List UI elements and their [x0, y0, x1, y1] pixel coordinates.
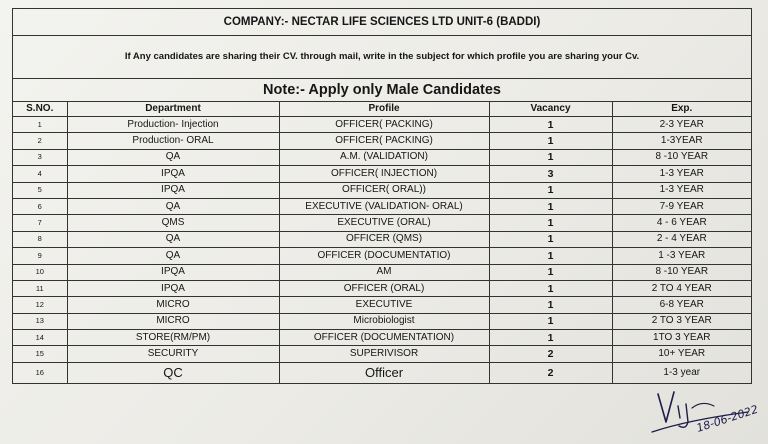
cell-vacancy: 1 [489, 133, 612, 149]
cell-sno: 9 [13, 248, 67, 264]
cell-exp: 2 TO 4 YEAR [612, 280, 751, 296]
cell-exp: 1-3 YEAR [612, 182, 751, 198]
cell-exp: 10+ YEAR [612, 346, 751, 362]
cell-department: MICRO [67, 297, 279, 313]
cell-vacancy: 1 [489, 313, 612, 329]
table-row [13, 346, 751, 362]
handwritten-signature [648, 382, 763, 437]
cell-exp: 1-3YEAR [612, 133, 751, 149]
cell-department: STORE(RM/PM) [67, 330, 279, 346]
table-row [13, 297, 751, 313]
cell-department: IPQA [67, 280, 279, 296]
signature-date: 18-06-2022 [694, 402, 760, 435]
cell-vacancy: 1 [489, 215, 612, 231]
cell-department: QA [67, 248, 279, 264]
cell-vacancy: 1 [489, 149, 612, 165]
cell-exp: 2 - 4 YEAR [612, 231, 751, 247]
cell-sno: 16 [13, 362, 67, 383]
table-row [13, 313, 751, 329]
table-row [13, 182, 751, 198]
note-heading: Note:- Apply only Male Candidates [13, 79, 751, 102]
table-row [13, 280, 751, 296]
cv-instruction: If Any candidates are sharing their CV. through mail, write in the subject for which profile you are sharing your Cv. [13, 36, 751, 79]
table-row [13, 149, 751, 165]
cell-department: Production- ORAL [67, 133, 279, 149]
table-row [13, 215, 751, 231]
cell-vacancy: 3 [489, 166, 612, 182]
cell-profile: OFFICER (DOCUMENTATIO) [279, 248, 489, 264]
table-row [13, 248, 751, 264]
cell-sno: 12 [13, 297, 67, 313]
cell-sno: 4 [13, 166, 67, 182]
cell-department: IPQA [67, 264, 279, 280]
cell-profile: OFFICER( PACKING) [279, 133, 489, 149]
cell-vacancy: 1 [489, 330, 612, 346]
cell-vacancy: 1 [489, 198, 612, 214]
cell-profile: EXECUTIVE [279, 297, 489, 313]
cell-vacancy: 1 [489, 117, 612, 133]
cell-profile: OFFICER( INJECTION) [279, 166, 489, 182]
cell-department: Production- Injection [67, 117, 279, 133]
cell-department: QA [67, 149, 279, 165]
table-row [13, 362, 751, 383]
cell-vacancy: 1 [489, 280, 612, 296]
cell-profile: EXECUTIVE (VALIDATION- ORAL) [279, 198, 489, 214]
cell-exp: 7-9 YEAR [612, 198, 751, 214]
table-row [13, 198, 751, 214]
cell-vacancy: 1 [489, 231, 612, 247]
table-row [13, 117, 751, 133]
cell-profile: AM [279, 264, 489, 280]
cell-exp: 1-3 YEAR [612, 166, 751, 182]
cell-department: QA [67, 231, 279, 247]
header-profile: Profile [279, 102, 489, 117]
cell-exp: 8 -10 YEAR [612, 149, 751, 165]
cell-sno: 5 [13, 182, 67, 198]
cell-profile: OFFICER( PACKING) [279, 117, 489, 133]
cell-vacancy: 1 [489, 182, 612, 198]
cell-sno: 14 [13, 330, 67, 346]
cell-department: IPQA [67, 182, 279, 198]
cell-profile: OFFICER( ORAL)) [279, 182, 489, 198]
vacancy-sheet [12, 8, 752, 384]
cell-exp: 1TO 3 YEAR [612, 330, 751, 346]
cell-vacancy: 2 [489, 362, 612, 383]
vacancy-table [13, 102, 751, 383]
company-title: COMPANY:- NECTAR LIFE SCIENCES LTD UNIT-6 (BADDI) [13, 9, 751, 36]
cell-department: IPQA [67, 166, 279, 182]
cell-profile: OFFICER (ORAL) [279, 280, 489, 296]
cell-exp: 1 -3 YEAR [612, 248, 751, 264]
cell-profile: EXECUTIVE (ORAL) [279, 215, 489, 231]
cell-vacancy: 1 [489, 264, 612, 280]
cell-profile: OFFICER (DOCUMENTATION) [279, 330, 489, 346]
cell-sno: 11 [13, 280, 67, 296]
cell-department: MICRO [67, 313, 279, 329]
cell-sno: 2 [13, 133, 67, 149]
cell-sno: 7 [13, 215, 67, 231]
cell-sno: 6 [13, 198, 67, 214]
cell-vacancy: 2 [489, 346, 612, 362]
header-exp: Exp. [612, 102, 751, 117]
cell-exp: 2-3 YEAR [612, 117, 751, 133]
cell-exp: 8 -10 YEAR [612, 264, 751, 280]
cell-sno: 15 [13, 346, 67, 362]
cell-profile: Microbiologist [279, 313, 489, 329]
table-row [13, 264, 751, 280]
cell-profile: A.M. (VALIDATION) [279, 149, 489, 165]
header-sno: S.NO. [13, 102, 67, 117]
cell-exp: 6-8 YEAR [612, 297, 751, 313]
cell-department: QC [67, 362, 279, 383]
header-vacancy: Vacancy [489, 102, 612, 117]
cell-sno: 3 [13, 149, 67, 165]
cell-sno: 13 [13, 313, 67, 329]
cell-profile: SUPERIVISOR [279, 346, 489, 362]
table-row [13, 133, 751, 149]
cell-sno: 8 [13, 231, 67, 247]
header-department: Department [67, 102, 279, 117]
table-row [13, 231, 751, 247]
cell-exp: 4 - 6 YEAR [612, 215, 751, 231]
table-row [13, 330, 751, 346]
cell-department: QA [67, 198, 279, 214]
cell-department: SECURITY [67, 346, 279, 362]
cell-exp: 1-3 year [612, 362, 751, 383]
cell-vacancy: 1 [489, 248, 612, 264]
cell-sno: 1 [13, 117, 67, 133]
cell-profile: OFFICER (QMS) [279, 231, 489, 247]
cell-department: QMS [67, 215, 279, 231]
cell-sno: 10 [13, 264, 67, 280]
cell-profile: Officer [279, 362, 489, 383]
table-row [13, 166, 751, 182]
cell-exp: 2 TO 3 YEAR [612, 313, 751, 329]
table-header-row [13, 102, 751, 117]
cell-vacancy: 1 [489, 297, 612, 313]
